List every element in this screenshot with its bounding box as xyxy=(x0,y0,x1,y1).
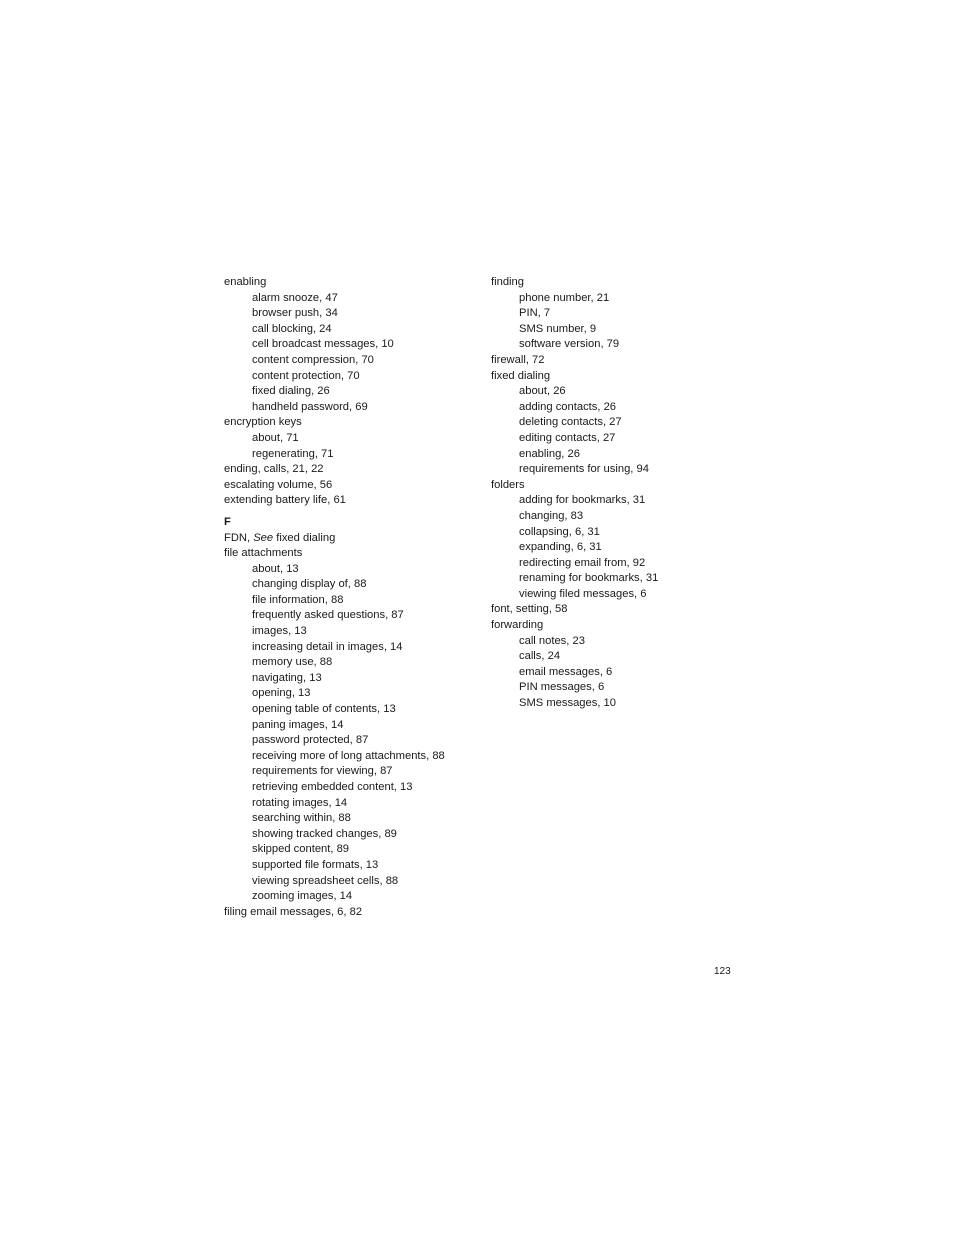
index-subentry: browser push, 34 xyxy=(252,307,338,320)
index-subentry: supported file formats, 13 xyxy=(252,858,379,871)
index-entry: firewall, 72 xyxy=(491,353,545,366)
index-subentry: skipped content, 89 xyxy=(252,843,350,856)
index-entry: escalating volume, 56 xyxy=(224,478,333,491)
index-subentry: changing, 83 xyxy=(519,509,584,522)
index-subentry: about, 26 xyxy=(519,385,566,398)
index-entry: folders xyxy=(491,478,525,491)
index-subentry: rotating images, 14 xyxy=(252,796,348,809)
index-subentry: cell broadcast messages, 10 xyxy=(252,338,394,351)
see-reference: See xyxy=(253,531,274,544)
index-subentry: retrieving embedded content, 13 xyxy=(252,781,413,793)
index-subentry: about, 13 xyxy=(252,562,299,575)
index-subentry: opening table of contents, 13 xyxy=(252,703,396,716)
index-subentry: receiving more of long attachments, 88 xyxy=(252,749,445,762)
index-entry: ending, calls, 21, 22 xyxy=(224,463,324,476)
index-entry: enabling xyxy=(224,276,267,288)
index-subentry: content protection, 70 xyxy=(252,369,360,382)
index-subentry: alarm snooze, 47 xyxy=(252,291,338,304)
index-column-right xyxy=(491,275,731,712)
index-subentry: phone number, 21 xyxy=(519,291,610,304)
index-subentry: adding contacts, 26 xyxy=(519,400,617,413)
index-subentry: enabling, 26 xyxy=(519,447,580,460)
index-subentry: SMS messages, 10 xyxy=(519,697,617,710)
index-subentry: content compression, 70 xyxy=(252,353,374,366)
index-subentry: viewing spreadsheet cells, 88 xyxy=(252,874,399,887)
index-subentry: showing tracked changes, 89 xyxy=(252,827,397,840)
index-subentry: call notes, 23 xyxy=(519,634,585,647)
index-letter-heading: F xyxy=(224,515,231,528)
index-entry: filing email messages, 6, 82 xyxy=(224,905,363,918)
index-subentry: file information, 88 xyxy=(252,593,344,606)
index-subentry: memory use, 88 xyxy=(252,656,333,669)
index-subentry: changing display of, 88 xyxy=(252,578,367,591)
index-subentry: collapsing, 6, 31 xyxy=(519,525,600,538)
index-subentry: handheld password, 69 xyxy=(252,400,368,413)
index-subentry: redirecting email from, 92 xyxy=(519,556,646,569)
index-subentry: password protected, 87 xyxy=(252,734,369,747)
index-subentry: PIN, 7 xyxy=(519,307,551,320)
index-entry: extending battery life, 61 xyxy=(224,494,346,507)
index-entry: forwarding xyxy=(491,619,544,632)
index-subentry: deleting contacts, 27 xyxy=(519,416,622,429)
index-subentry: regenerating, 71 xyxy=(252,447,334,460)
index-subentry: increasing detail in images, 14 xyxy=(252,640,403,653)
index-subentry: viewing filed messages, 6 xyxy=(519,587,647,600)
index-entry: font, setting, 58 xyxy=(491,603,568,616)
page-number: 123 xyxy=(714,966,731,977)
index-subentry: images, 13 xyxy=(252,625,307,638)
index-subentry: expanding, 6, 31 xyxy=(519,541,602,554)
index-subentry: searching within, 88 xyxy=(252,812,351,825)
index-subentry: fixed dialing, 26 xyxy=(252,385,330,398)
index-subentry: adding for bookmarks, 31 xyxy=(519,494,646,507)
index-column-left xyxy=(224,275,474,920)
index-subentry: renaming for bookmarks, 31 xyxy=(519,572,659,585)
index-subentry: requirements for using, 94 xyxy=(519,463,649,476)
index-subentry: PIN messages, 6 xyxy=(519,681,605,694)
index-subentry: opening, 13 xyxy=(252,687,311,700)
index-subentry: paning images, 14 xyxy=(252,718,344,731)
index-subentry: editing contacts, 27 xyxy=(519,431,616,444)
entry-suffix: fixed dialing xyxy=(273,531,336,544)
index-entry: file attachments xyxy=(224,547,303,560)
index-subentry: email messages, 6 xyxy=(519,665,613,678)
index-subentry: call blocking, 24 xyxy=(252,322,332,335)
index-subentry: calls, 24 xyxy=(519,650,561,663)
index-entry: fixed dialing xyxy=(491,369,551,382)
index-subentry: SMS number, 9 xyxy=(519,322,597,335)
index-entry xyxy=(224,531,474,547)
index-subentry: requirements for viewing, 87 xyxy=(252,765,393,778)
index-subentry: navigating, 13 xyxy=(252,671,322,684)
index-entry: finding xyxy=(491,276,524,288)
index-subentry: zooming images, 14 xyxy=(252,890,353,903)
entry-prefix: FDN, xyxy=(224,531,254,544)
index-subentry: frequently asked questions, 87 xyxy=(252,609,404,622)
index-entry: encryption keys xyxy=(224,416,302,429)
index-subentry: software version, 79 xyxy=(519,338,620,351)
index-subentry: about, 71 xyxy=(252,431,299,444)
